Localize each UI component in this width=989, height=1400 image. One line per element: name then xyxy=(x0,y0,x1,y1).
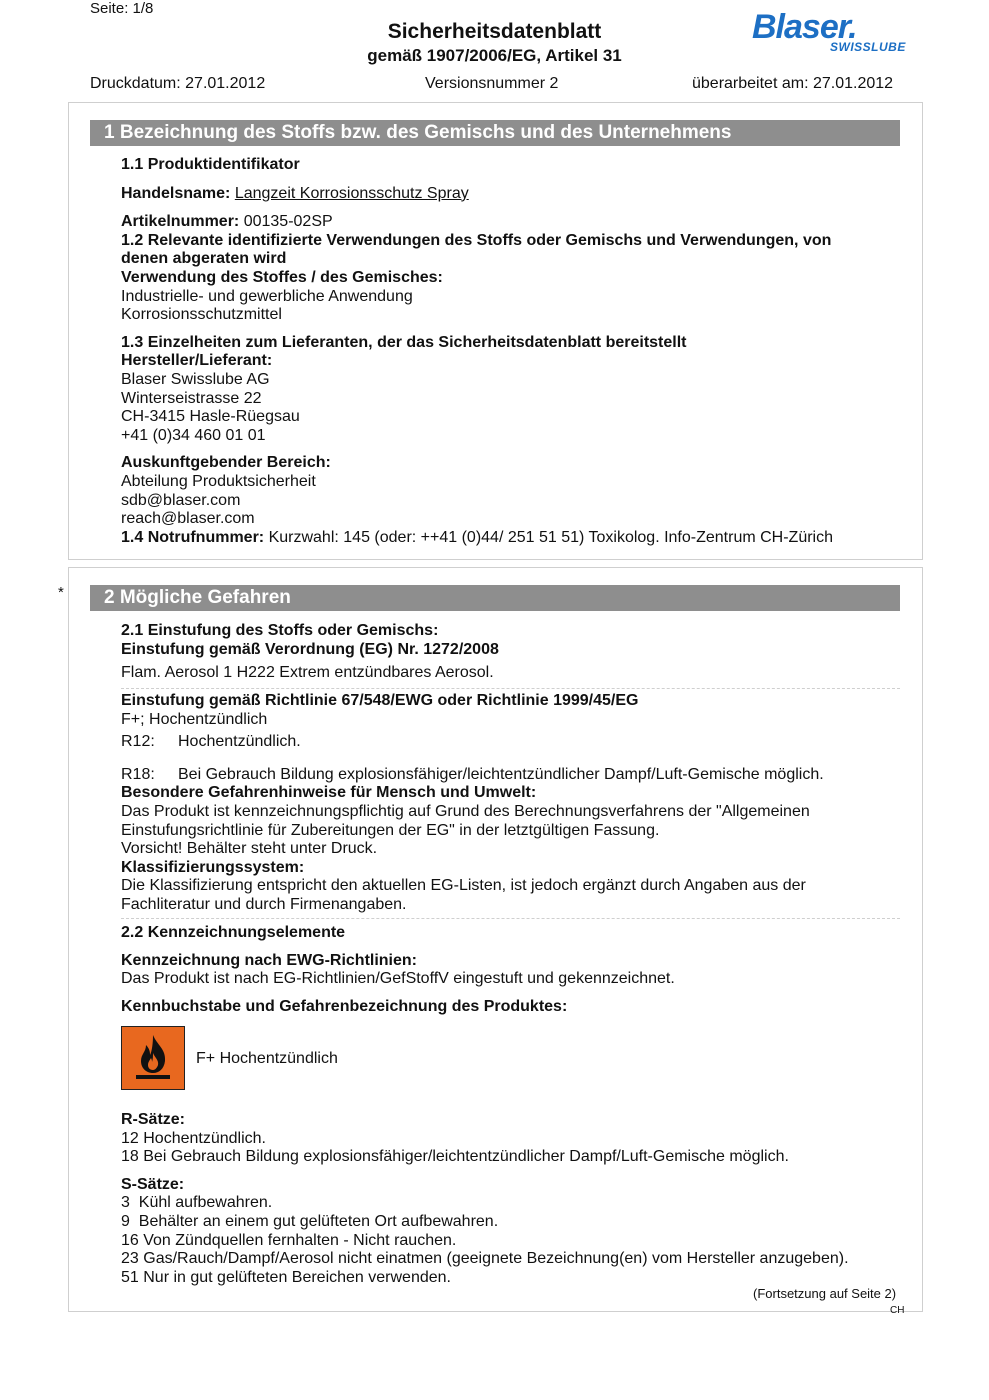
r12-text: Hochentzündlich. xyxy=(178,733,301,751)
flame-hazard-icon xyxy=(121,1026,185,1090)
article-number-value: 00135-02SP xyxy=(243,213,333,231)
use-item: Korrosionsschutzmittel xyxy=(121,306,282,324)
hazard-letter-label: Kennbuchstabe und Gefahrenbezeichnung des Produktes: xyxy=(121,997,568,1015)
classification-system-line: Die Klassifizierung entspricht den aktuellen EG-Listen, ist jedoch ergänzt durch Angaben aus der xyxy=(121,877,806,895)
use-label: Verwendung des Stoffes / des Gemisches: xyxy=(121,268,443,286)
s-phrase-item: 16 Von Zündquellen fernhalten - Nicht rauchen. xyxy=(121,1231,457,1249)
change-marker: * xyxy=(58,584,64,601)
r-phrase-item: 18 Bei Gebrauch Bildung explosionsfähiger/leichtentzündlicher Dampf/Luft-Gemische möglich. xyxy=(121,1148,789,1166)
emergency-row xyxy=(121,529,833,548)
subsection-1-2-line1: 1.2 Relevante identifizierte Verwendungen des Stoffs oder Gemischs und Verwendungen, von xyxy=(121,231,832,249)
r18-text: Bei Gebrauch Bildung explosionsfähiger/leichtentzündlicher Dampf/Luft-Gemische möglich. xyxy=(178,765,824,783)
version-number: Versionsnummer 2 xyxy=(425,75,559,92)
section-1-content xyxy=(121,156,833,547)
r12-code: R12: xyxy=(121,733,155,751)
continuation-note: (Fortsetzung auf Seite 2) xyxy=(753,1286,897,1301)
special-hazards-line: Das Produkt ist kennzeichnungspflichtig auf Grund des Berechnungsverfahrens der "Allgemeinen xyxy=(121,802,810,820)
section-2-directive xyxy=(121,692,824,915)
classification-system-line: Fachliteratur und durch Firmenangaben. xyxy=(121,895,407,913)
clp-value: Flam. Aerosol 1 H222 Extrem entzündbares Aerosol. xyxy=(121,664,494,682)
s-phrase-item: 51 Nur in gut gelüfteten Bereichen verwenden. xyxy=(121,1268,451,1286)
trade-name-value: Langzeit Korrosionsschutz Spray xyxy=(234,184,469,202)
section-2-content-top xyxy=(121,622,499,683)
classification-system-label: Klassifizierungssystem: xyxy=(121,858,305,876)
s-phrase-item: 9 Behälter an einem gut gelüfteten Ort aufbewahren. xyxy=(121,1212,499,1230)
manufacturer-line: +41 (0)34 460 01 01 xyxy=(121,426,266,444)
clp-label: Einstufung gemäß Verordnung (EG) Nr. 1272/2008 xyxy=(121,640,499,658)
divider xyxy=(121,918,900,919)
directive-label: Einstufung gemäß Richtlinie 67/548/EWG oder Richtlinie 1999/45/EG xyxy=(121,692,639,709)
special-hazards-line: Vorsicht! Behälter steht unter Druck. xyxy=(121,840,378,858)
revised-date: überarbeitet am: 27.01.2012 xyxy=(692,75,894,92)
hazard-label: F+ Hochentzündlich xyxy=(196,1050,338,1067)
section-2-labelling xyxy=(121,924,675,1016)
section-1-heading xyxy=(90,120,900,146)
subsection-1-3: 1.3 Einzelheiten zum Lieferanten, der das Sicherheitsdatenblatt bereitstellt xyxy=(121,333,687,351)
r12-row xyxy=(121,733,824,752)
document-subtitle: gemäß 1907/2006/EG, Artikel 31 xyxy=(367,46,622,65)
section-2-phrases xyxy=(121,1111,849,1287)
subsection-2-2: 2.2 Kennzeichnungselemente xyxy=(121,924,346,941)
logo-subtitle: SWISSLUBE xyxy=(830,40,906,54)
s-phrases-label: S-Sätze: xyxy=(121,1175,185,1193)
page-number: Seite: 1/8 xyxy=(90,0,154,17)
manufacturer-line: CH-3415 Hasle-Rüegsau xyxy=(121,408,300,426)
article-number-label: Artikelnummer: xyxy=(121,213,240,231)
r-phrase-item: 12 Hochentzündlich. xyxy=(121,1129,266,1147)
manufacturer-line: Winterseistrasse 22 xyxy=(121,389,262,407)
logo-wordmark: Blaser. xyxy=(752,8,857,46)
special-hazards-label: Besondere Gefahrenhinweise für Mensch und Umwelt: xyxy=(121,784,537,802)
emergency-label: 1.4 Notrufnummer: xyxy=(121,528,265,546)
emergency-value: Kurzwahl: 145 (oder: ++41 (0)44/ 251 51 51) Toxikolog. Info-Zentrum CH-Zürich xyxy=(268,528,834,546)
trade-name-row xyxy=(121,185,833,204)
divider xyxy=(121,688,900,689)
section-1-title: 1 Bezeichnung des Stoffs bzw. des Gemischs und des Unternehmens xyxy=(104,122,732,143)
article-number-row xyxy=(121,213,833,232)
ewg-value: Das Produkt ist nach EG-Richtlinien/GefStoffV eingestuft und gekennzeichnet. xyxy=(121,970,675,988)
special-hazards-line: Einstufungsrichtlinie für Zubereitungen der EG" in der letztgültigen Fassung. xyxy=(121,821,660,839)
print-date: Druckdatum: 27.01.2012 xyxy=(90,75,266,92)
info-line: sdb@blaser.com xyxy=(121,491,241,509)
s-phrase-item: 3 Kühl aufbewahren. xyxy=(121,1194,273,1212)
ewg-label: Kennzeichnung nach EWG-Richtlinien: xyxy=(121,951,417,969)
r-phrases-label: R-Sätze: xyxy=(121,1111,186,1128)
blaser-logo xyxy=(752,8,922,56)
subsection-2-1: 2.1 Einstufung des Stoffs oder Gemischs: xyxy=(121,622,439,639)
subsection-1-2-line2: denen abgeraten wird xyxy=(121,250,287,268)
r18-code: R18: xyxy=(121,765,155,783)
subsection-1-1: 1.1 Produktidentifikator xyxy=(121,156,300,173)
info-line: reach@blaser.com xyxy=(121,510,255,528)
directive-value: F+; Hochentzündlich xyxy=(121,710,268,728)
trade-name-label: Handelsname: xyxy=(121,184,231,202)
manufacturer-line: Blaser Swisslube AG xyxy=(121,370,270,388)
section-2-heading xyxy=(90,585,900,611)
r18-row xyxy=(121,766,824,785)
manufacturer-label: Hersteller/Lieferant: xyxy=(121,352,273,370)
section-2-title: 2 Mögliche Gefahren xyxy=(104,587,291,608)
info-line: Abteilung Produktsicherheit xyxy=(121,472,316,490)
document-title: Sicherheitsdatenblatt xyxy=(387,20,602,43)
use-item: Industrielle- und gewerbliche Anwendung xyxy=(121,287,413,305)
info-label: Auskunftgebender Bereich: xyxy=(121,454,331,472)
s-phrase-item: 23 Gas/Rauch/Dampf/Aerosol nicht einatmen (geeignete Bezeichnung(en) vom Hersteller anzugeben). xyxy=(121,1250,849,1268)
country-code: CH xyxy=(890,1305,905,1316)
